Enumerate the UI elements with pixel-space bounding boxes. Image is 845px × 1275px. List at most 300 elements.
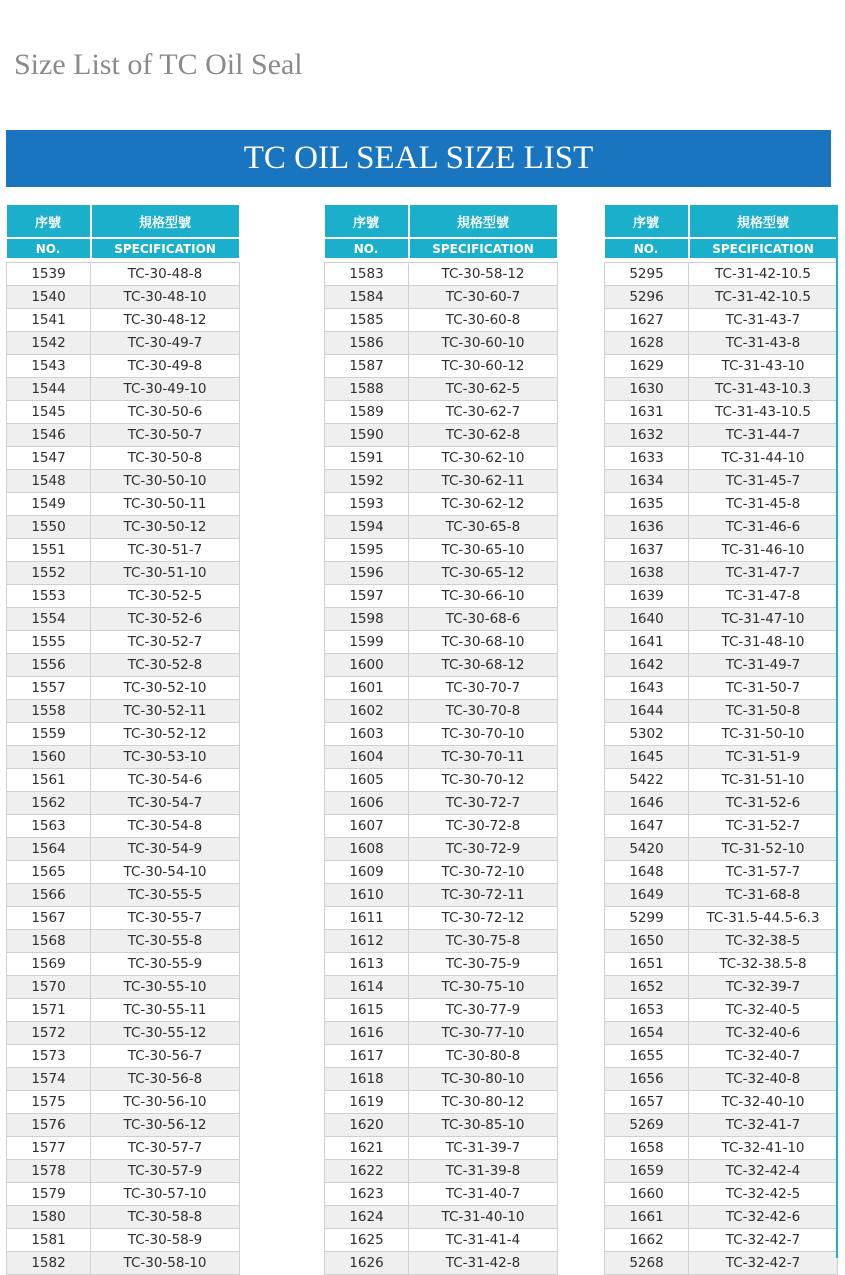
cell-spec: TC-30-77-10 <box>409 1022 558 1045</box>
cell-no: 1594 <box>325 516 409 539</box>
cell-no: 1587 <box>325 355 409 378</box>
table-row <box>325 562 558 585</box>
cell-no: 1564 <box>7 838 91 861</box>
table-row <box>605 309 838 332</box>
cell-no: 1621 <box>325 1137 409 1160</box>
cell-spec: TC-30-77-9 <box>409 999 558 1022</box>
cell-spec: TC-31-48-10 <box>689 631 838 654</box>
table-row <box>325 654 558 677</box>
cell-no: 1542 <box>7 332 91 355</box>
cell-spec: TC-30-68-12 <box>409 654 558 677</box>
table-row <box>605 723 838 746</box>
cell-no: 1565 <box>7 861 91 884</box>
cell-spec: TC-30-49-8 <box>91 355 240 378</box>
cell-spec: TC-31-43-7 <box>689 309 838 332</box>
table-row <box>605 493 838 516</box>
cell-spec: TC-30-49-7 <box>91 332 240 355</box>
cell-spec: TC-31-44-10 <box>689 447 838 470</box>
cell-no: 1554 <box>7 608 91 631</box>
cell-no: 5295 <box>605 263 689 286</box>
cell-spec: TC-31-42-10.5 <box>689 286 838 309</box>
table-row <box>325 1114 558 1137</box>
cell-spec: TC-30-72-11 <box>409 884 558 907</box>
cell-no: 1605 <box>325 769 409 792</box>
cell-no: 1606 <box>325 792 409 815</box>
table-row <box>7 861 240 884</box>
cell-no: 1657 <box>605 1091 689 1114</box>
table-row <box>605 930 838 953</box>
cell-no: 1551 <box>7 539 91 562</box>
cell-no: 1592 <box>325 470 409 493</box>
cell-spec: TC-32-40-7 <box>689 1045 838 1068</box>
cell-no: 5422 <box>605 769 689 792</box>
table-row <box>605 976 838 999</box>
cell-spec: TC-31-50-8 <box>689 700 838 723</box>
cell-no: 1581 <box>7 1229 91 1252</box>
cell-no: 1646 <box>605 792 689 815</box>
table-row <box>325 585 558 608</box>
cell-no: 1593 <box>325 493 409 516</box>
cell-spec: TC-31-39-7 <box>409 1137 558 1160</box>
table-row <box>325 493 558 516</box>
table-body <box>325 263 558 1275</box>
table-row <box>7 1114 240 1137</box>
cell-spec: TC-30-55-10 <box>91 976 240 999</box>
table-row <box>7 815 240 838</box>
cell-spec: TC-30-56-8 <box>91 1068 240 1091</box>
table-row <box>7 470 240 493</box>
table-row <box>605 1091 838 1114</box>
cell-no: 1650 <box>605 930 689 953</box>
table-row <box>325 769 558 792</box>
table-row <box>605 1206 838 1229</box>
cell-spec: TC-31-39-8 <box>409 1160 558 1183</box>
table-row <box>7 378 240 401</box>
cell-spec: TC-30-51-10 <box>91 562 240 585</box>
table-row <box>7 263 240 286</box>
cell-no: 1607 <box>325 815 409 838</box>
cell-spec: TC-30-80-10 <box>409 1068 558 1091</box>
cell-spec: TC-30-57-10 <box>91 1183 240 1206</box>
cell-no: 1645 <box>605 746 689 769</box>
cell-no: 1582 <box>7 1252 91 1275</box>
header-no-cn: 序號 <box>605 205 689 238</box>
cell-spec: TC-30-55-7 <box>91 907 240 930</box>
table-row <box>325 1252 558 1275</box>
cell-no: 1642 <box>605 654 689 677</box>
cell-spec: TC-30-70-11 <box>409 746 558 769</box>
cell-no: 1553 <box>7 585 91 608</box>
cell-spec: TC-31-42-10.5 <box>689 263 838 286</box>
cell-no: 1572 <box>7 1022 91 1045</box>
cell-no: 1656 <box>605 1068 689 1091</box>
cell-spec: TC-31-44-7 <box>689 424 838 447</box>
cell-spec: TC-30-72-7 <box>409 792 558 815</box>
cell-no: 1568 <box>7 930 91 953</box>
table-row <box>605 1068 838 1091</box>
cell-spec: TC-30-56-10 <box>91 1091 240 1114</box>
cell-no: 1658 <box>605 1137 689 1160</box>
cell-spec: TC-31-50-10 <box>689 723 838 746</box>
table-row <box>7 562 240 585</box>
table-row <box>605 608 838 631</box>
cell-spec: TC-31-43-8 <box>689 332 838 355</box>
cell-no: 1574 <box>7 1068 91 1091</box>
table-row <box>325 884 558 907</box>
cell-spec: TC-30-57-9 <box>91 1160 240 1183</box>
table-row <box>325 470 558 493</box>
cell-no: 1600 <box>325 654 409 677</box>
cell-no: 1557 <box>7 677 91 700</box>
cell-spec: TC-31-43-10 <box>689 355 838 378</box>
cell-no: 1604 <box>325 746 409 769</box>
table-row <box>7 608 240 631</box>
cell-no: 1617 <box>325 1045 409 1068</box>
cell-no: 1649 <box>605 884 689 907</box>
cell-spec: TC-30-54-9 <box>91 838 240 861</box>
cell-no: 1627 <box>605 309 689 332</box>
table-row <box>605 1183 838 1206</box>
table-row <box>605 654 838 677</box>
header-spec-en: SPECIFICATION <box>409 238 558 258</box>
cell-spec: TC-30-52-12 <box>91 723 240 746</box>
cell-spec: TC-30-62-10 <box>409 447 558 470</box>
cell-spec: TC-30-75-8 <box>409 930 558 953</box>
cell-spec: TC-30-65-8 <box>409 516 558 539</box>
cell-spec: TC-30-55-9 <box>91 953 240 976</box>
table-row <box>605 1022 838 1045</box>
table-row <box>605 1160 838 1183</box>
table-row <box>7 677 240 700</box>
cell-no: 1620 <box>325 1114 409 1137</box>
table-row <box>325 953 558 976</box>
cell-spec: TC-30-55-8 <box>91 930 240 953</box>
table-row <box>605 1229 838 1252</box>
cell-spec: TC-30-48-12 <box>91 309 240 332</box>
table-row <box>7 746 240 769</box>
table-row <box>325 1160 558 1183</box>
page-title: Size List of TC Oil Seal <box>14 48 303 81</box>
cell-no: 1662 <box>605 1229 689 1252</box>
cell-spec: TC-30-55-11 <box>91 999 240 1022</box>
table-row <box>325 332 558 355</box>
table-row <box>7 332 240 355</box>
table-row <box>325 355 558 378</box>
table-row <box>7 585 240 608</box>
table-row <box>7 309 240 332</box>
cell-no: 1596 <box>325 562 409 585</box>
table-row <box>605 1114 838 1137</box>
cell-no: 1643 <box>605 677 689 700</box>
table-row <box>325 746 558 769</box>
table-row <box>325 1045 558 1068</box>
cell-no: 1588 <box>325 378 409 401</box>
cell-no: 1614 <box>325 976 409 999</box>
cell-no: 1622 <box>325 1160 409 1183</box>
cell-no: 1561 <box>7 769 91 792</box>
table-row <box>7 1022 240 1045</box>
cell-no: 1638 <box>605 562 689 585</box>
cell-no: 1586 <box>325 332 409 355</box>
cell-spec: TC-31-52-10 <box>689 838 838 861</box>
table-row <box>7 723 240 746</box>
cell-spec: TC-30-62-12 <box>409 493 558 516</box>
cell-no: 1628 <box>605 332 689 355</box>
table-row <box>325 930 558 953</box>
table-row <box>325 677 558 700</box>
cell-no: 1550 <box>7 516 91 539</box>
cell-spec: TC-30-50-12 <box>91 516 240 539</box>
table-row <box>7 976 240 999</box>
cell-spec: TC-30-56-7 <box>91 1045 240 1068</box>
cell-spec: TC-32-40-10 <box>689 1091 838 1114</box>
cell-spec: TC-30-72-10 <box>409 861 558 884</box>
table-row <box>605 953 838 976</box>
cell-no: 5269 <box>605 1114 689 1137</box>
table-row <box>325 976 558 999</box>
table-row <box>605 332 838 355</box>
table-row <box>605 378 838 401</box>
table-row <box>325 401 558 424</box>
cell-spec: TC-31-52-6 <box>689 792 838 815</box>
cell-spec: TC-31-40-7 <box>409 1183 558 1206</box>
table-row <box>605 562 838 585</box>
cell-no: 1603 <box>325 723 409 746</box>
header-no-en: NO. <box>605 238 689 258</box>
cell-spec: TC-31-41-4 <box>409 1229 558 1252</box>
cell-spec: TC-30-52-8 <box>91 654 240 677</box>
cell-no: 1597 <box>325 585 409 608</box>
cell-no: 1637 <box>605 539 689 562</box>
cell-spec: TC-31-57-7 <box>689 861 838 884</box>
cell-no: 5302 <box>605 723 689 746</box>
cell-spec: TC-30-48-8 <box>91 263 240 286</box>
table-row <box>325 1206 558 1229</box>
cell-spec: TC-31-45-8 <box>689 493 838 516</box>
cell-no: 1618 <box>325 1068 409 1091</box>
table-row <box>605 815 838 838</box>
cell-spec: TC-30-72-12 <box>409 907 558 930</box>
table-row <box>325 1137 558 1160</box>
table-body <box>605 263 838 1275</box>
cell-spec: TC-30-66-10 <box>409 585 558 608</box>
cell-spec: TC-32-40-8 <box>689 1068 838 1091</box>
cell-spec: TC-30-65-12 <box>409 562 558 585</box>
table-row <box>325 1183 558 1206</box>
cell-no: 1659 <box>605 1160 689 1183</box>
table-row <box>605 585 838 608</box>
cell-no: 1634 <box>605 470 689 493</box>
cell-spec: TC-30-52-10 <box>91 677 240 700</box>
cell-no: 1619 <box>325 1091 409 1114</box>
cell-no: 1623 <box>325 1183 409 1206</box>
table-row <box>325 861 558 884</box>
cell-no: 1626 <box>325 1252 409 1275</box>
cell-no: 1613 <box>325 953 409 976</box>
table-row <box>325 1229 558 1252</box>
cell-spec: TC-30-50-11 <box>91 493 240 516</box>
table-row <box>7 1183 240 1206</box>
cell-spec: TC-31-68-8 <box>689 884 838 907</box>
table-row <box>325 838 558 861</box>
table-row <box>7 631 240 654</box>
cell-no: 1583 <box>325 263 409 286</box>
size-table-1 <box>6 205 241 1275</box>
cell-no: 1595 <box>325 539 409 562</box>
cell-spec: TC-30-52-5 <box>91 585 240 608</box>
cell-no: 1644 <box>605 700 689 723</box>
cell-no: 1601 <box>325 677 409 700</box>
cell-no: 1629 <box>605 355 689 378</box>
cell-spec: TC-30-75-9 <box>409 953 558 976</box>
cell-no: 1580 <box>7 1206 91 1229</box>
table-row <box>325 309 558 332</box>
table-row <box>7 953 240 976</box>
cell-spec: TC-30-70-12 <box>409 769 558 792</box>
table-row <box>605 286 838 309</box>
cell-no: 1562 <box>7 792 91 815</box>
cell-spec: TC-31-46-10 <box>689 539 838 562</box>
cell-spec: TC-31-45-7 <box>689 470 838 493</box>
table-row <box>7 424 240 447</box>
cell-spec: TC-30-85-10 <box>409 1114 558 1137</box>
table-row <box>325 1022 558 1045</box>
cell-spec: TC-30-75-10 <box>409 976 558 999</box>
cell-no: 1610 <box>325 884 409 907</box>
banner-title: TC OIL SEAL SIZE LIST <box>6 130 831 187</box>
table-row <box>7 1160 240 1183</box>
header-spec-cn: 規格型號 <box>689 205 838 238</box>
cell-no: 1547 <box>7 447 91 470</box>
cell-spec: TC-31.5-44.5-6.3 <box>689 907 838 930</box>
cell-no: 1652 <box>605 976 689 999</box>
table-row <box>325 263 558 286</box>
cell-spec: TC-30-80-8 <box>409 1045 558 1068</box>
cell-spec: TC-32-40-5 <box>689 999 838 1022</box>
cell-no: 1569 <box>7 953 91 976</box>
cell-spec: TC-30-60-7 <box>409 286 558 309</box>
cell-no: 1635 <box>605 493 689 516</box>
cell-no: 1545 <box>7 401 91 424</box>
cell-spec: TC-30-58-8 <box>91 1206 240 1229</box>
cell-no: 1567 <box>7 907 91 930</box>
table-row <box>605 1252 838 1275</box>
table-row <box>7 838 240 861</box>
cell-spec: TC-30-51-7 <box>91 539 240 562</box>
cell-spec: TC-30-53-10 <box>91 746 240 769</box>
cell-no: 1539 <box>7 263 91 286</box>
table-row <box>7 1068 240 1091</box>
cell-no: 1599 <box>325 631 409 654</box>
cell-no: 1651 <box>605 953 689 976</box>
cell-spec: TC-30-52-6 <box>91 608 240 631</box>
table-row <box>7 1137 240 1160</box>
cell-no: 1543 <box>7 355 91 378</box>
table-row <box>7 930 240 953</box>
cell-spec: TC-30-60-10 <box>409 332 558 355</box>
cell-no: 1579 <box>7 1183 91 1206</box>
table-row <box>605 516 838 539</box>
cell-no: 1641 <box>605 631 689 654</box>
table-row <box>7 1091 240 1114</box>
header-no-en: NO. <box>325 238 409 258</box>
cell-spec: TC-32-38-5 <box>689 930 838 953</box>
cell-no: 5420 <box>605 838 689 861</box>
cell-no: 1602 <box>325 700 409 723</box>
table-row <box>325 1068 558 1091</box>
table-row <box>605 1137 838 1160</box>
cell-no: 1639 <box>605 585 689 608</box>
cell-no: 1575 <box>7 1091 91 1114</box>
table-row <box>7 447 240 470</box>
cell-spec: TC-32-40-6 <box>689 1022 838 1045</box>
cell-no: 1571 <box>7 999 91 1022</box>
cell-spec: TC-30-62-8 <box>409 424 558 447</box>
cell-spec: TC-30-54-7 <box>91 792 240 815</box>
header-no-cn: 序號 <box>7 205 91 238</box>
table-row <box>605 263 838 286</box>
table-row <box>605 769 838 792</box>
cell-no: 5268 <box>605 1252 689 1275</box>
cell-spec: TC-30-72-8 <box>409 815 558 838</box>
cell-no: 5299 <box>605 907 689 930</box>
table-row <box>325 286 558 309</box>
table-row <box>7 401 240 424</box>
table-row <box>605 401 838 424</box>
cell-no: 1563 <box>7 815 91 838</box>
table-row <box>605 424 838 447</box>
table-row <box>605 792 838 815</box>
size-table-2 <box>324 205 559 1275</box>
table-row <box>605 470 838 493</box>
header-no-cn: 序號 <box>325 205 409 238</box>
cell-no: 1608 <box>325 838 409 861</box>
table-row <box>605 999 838 1022</box>
cell-spec: TC-31-49-7 <box>689 654 838 677</box>
cell-spec: TC-30-49-10 <box>91 378 240 401</box>
cell-no: 1615 <box>325 999 409 1022</box>
cell-no: 1609 <box>325 861 409 884</box>
cell-spec: TC-30-72-9 <box>409 838 558 861</box>
cell-no: 1653 <box>605 999 689 1022</box>
cell-spec: TC-30-55-12 <box>91 1022 240 1045</box>
cell-spec: TC-30-68-10 <box>409 631 558 654</box>
cell-no: 1544 <box>7 378 91 401</box>
cell-no: 1589 <box>325 401 409 424</box>
table-row <box>325 378 558 401</box>
cell-no: 1541 <box>7 309 91 332</box>
cell-no: 1624 <box>325 1206 409 1229</box>
cell-spec: TC-31-47-10 <box>689 608 838 631</box>
cell-spec: TC-30-62-5 <box>409 378 558 401</box>
cell-no: 1549 <box>7 493 91 516</box>
cell-spec: TC-32-42-7 <box>689 1229 838 1252</box>
cell-spec: TC-30-80-12 <box>409 1091 558 1114</box>
cell-spec: TC-31-43-10.5 <box>689 401 838 424</box>
cell-spec: TC-30-50-8 <box>91 447 240 470</box>
cell-spec: TC-31-47-7 <box>689 562 838 585</box>
table-row <box>325 723 558 746</box>
table-row <box>605 746 838 769</box>
size-table-3 <box>604 205 839 1275</box>
table-row <box>605 1045 838 1068</box>
table-row <box>7 907 240 930</box>
cell-no: 1584 <box>325 286 409 309</box>
cell-spec: TC-32-42-6 <box>689 1206 838 1229</box>
table-row <box>605 884 838 907</box>
cell-no: 1630 <box>605 378 689 401</box>
header-spec-en: SPECIFICATION <box>91 238 240 258</box>
